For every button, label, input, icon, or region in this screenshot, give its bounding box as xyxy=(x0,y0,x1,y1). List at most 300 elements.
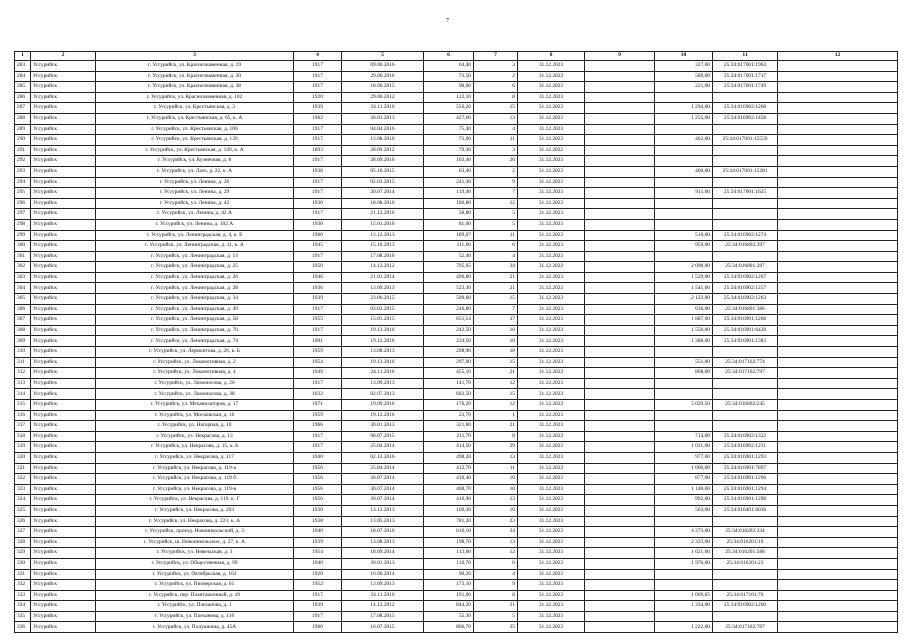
address-cell: г. Уссурийск, ул. Ленинградская, д. 25 xyxy=(96,262,294,273)
address-cell: г. Уссурийск, ул. Лермонтова, д. 26, к. Б xyxy=(96,347,294,358)
count-cell: 9 xyxy=(474,580,518,591)
row-number: 308 xyxy=(15,325,31,336)
row-number: 298 xyxy=(15,219,31,230)
table-row xyxy=(15,505,898,516)
area-cell: 109,30 xyxy=(424,505,474,516)
col12-cell xyxy=(778,304,898,315)
cadastral-number-cell: 25:34:016901:1296 xyxy=(713,474,778,485)
land-area-cell: 2 098,00 xyxy=(655,262,713,273)
land-area-cell: 462,00 xyxy=(655,135,713,146)
address-cell: г. Уссурийск, ул. Ленинградская, д. 28 xyxy=(96,283,294,294)
row-number: 299 xyxy=(15,230,31,241)
column-header: 12 xyxy=(778,52,898,61)
row-number: 325 xyxy=(15,505,31,516)
deadline-cell: 31.12.2023 xyxy=(518,124,585,135)
city-cell: Уссурийск xyxy=(31,283,96,294)
cadastral-number-cell xyxy=(713,92,778,103)
date-cell: 29.06.2016 xyxy=(342,71,424,82)
table-row xyxy=(15,294,898,305)
land-area-cell: 1 541,00 xyxy=(655,283,713,294)
table-row xyxy=(15,145,898,156)
col9-cell xyxy=(585,336,655,347)
cadastral-number-cell: 25:34:016802:245 xyxy=(713,400,778,411)
cadastral-number-cell xyxy=(713,378,778,389)
count-cell: 10 xyxy=(474,505,518,516)
area-cell: 455,10 xyxy=(424,368,474,379)
area-cell: 55,30 xyxy=(424,611,474,622)
year-cell: 1920 xyxy=(294,92,342,103)
year-cell: 1956 xyxy=(294,474,342,485)
land-area-cell: 1 069,65 xyxy=(655,590,713,601)
table-row xyxy=(15,368,898,379)
row-number: 330 xyxy=(15,558,31,569)
city-cell: Уссурийск xyxy=(31,389,96,400)
table-row xyxy=(15,230,898,241)
land-area-cell: 1 887,00 xyxy=(655,315,713,326)
col12-cell xyxy=(778,569,898,580)
count-cell: 15 xyxy=(474,294,518,305)
year-cell: 1956 xyxy=(294,484,342,495)
city-cell: Уссурийск xyxy=(31,421,96,432)
row-number: 334 xyxy=(15,601,31,612)
address-cell: г. Уссурийск, ул. Невельская, д. 3 xyxy=(96,548,294,559)
city-cell: Уссурийск xyxy=(31,124,96,135)
cadastral-number-cell: 25:34:016801:386 xyxy=(713,304,778,315)
col9-cell xyxy=(585,421,655,432)
date-cell: 25.04.2014 xyxy=(342,442,424,453)
address-cell: г. Уссурийск, ул. Плеханова, д. 1 xyxy=(96,601,294,612)
city-cell: Уссурийск xyxy=(31,198,96,209)
address-cell: г. Уссурийск, пер. Планташонный, д. 10 xyxy=(96,590,294,601)
city-cell: Уссурийск xyxy=(31,516,96,527)
table-row xyxy=(15,474,898,485)
land-area-cell: 1 255,00 xyxy=(655,113,713,124)
year-cell: 1956 xyxy=(294,463,342,474)
deadline-cell: 31.12.2023 xyxy=(518,304,585,315)
register-table xyxy=(14,51,898,633)
date-cell: 30.01.2013 xyxy=(342,113,424,124)
col9-cell xyxy=(585,198,655,209)
table-row xyxy=(15,124,898,135)
count-cell: 13 xyxy=(474,495,518,506)
col9-cell xyxy=(585,251,655,262)
count-cell: 26 xyxy=(474,156,518,167)
land-area-cell xyxy=(655,219,713,230)
address-cell: г. Уссурийск, ул. Ломоносова, д. 20 xyxy=(96,378,294,389)
date-cell: 13.08.2013 xyxy=(342,347,424,358)
col9-cell xyxy=(585,400,655,411)
col9-cell xyxy=(585,272,655,283)
header-row xyxy=(15,52,898,61)
date-cell: 24.11.2016 xyxy=(342,103,424,114)
count-cell: 3 xyxy=(474,61,518,72)
col12-cell xyxy=(778,230,898,241)
cadastral-number-cell: 25:34:016301:23 xyxy=(713,558,778,569)
deadline-cell: 31.12.2023 xyxy=(518,113,585,124)
date-cell: 02.03.2015 xyxy=(342,177,424,188)
col9-cell xyxy=(585,484,655,495)
column-header: 8 xyxy=(518,52,585,61)
area-cell: 242,50 xyxy=(424,325,474,336)
date-cell: 14.12.2012 xyxy=(342,262,424,273)
column-header: 7 xyxy=(474,52,518,61)
row-number: 331 xyxy=(15,569,31,580)
year-cell: 1920 xyxy=(294,569,342,580)
land-area-cell: 1 550,00 xyxy=(655,325,713,336)
area-cell: 211,70 xyxy=(424,431,474,442)
cadastral-number-cell xyxy=(713,145,778,156)
deadline-cell: 31.12.2023 xyxy=(518,209,585,220)
land-area-cell xyxy=(655,209,713,220)
land-area-cell xyxy=(655,410,713,421)
area-cell: 297,00 xyxy=(424,357,474,368)
land-area-cell xyxy=(655,145,713,156)
col9-cell xyxy=(585,61,655,72)
area-cell: 523,30 xyxy=(424,283,474,294)
area-cell: 414,50 xyxy=(424,442,474,453)
deadline-cell: 31.12.2023 xyxy=(518,82,585,93)
row-number: 284 xyxy=(15,71,31,82)
deadline-cell: 31.12.2023 xyxy=(518,251,585,262)
city-cell: Уссурийск xyxy=(31,580,96,591)
col12-cell xyxy=(778,622,898,633)
date-cell: 15.01.2015 xyxy=(342,315,424,326)
col9-cell xyxy=(585,177,655,188)
address-cell: г. Уссурийск, проезд. Новоникольский, д. 3 xyxy=(96,527,294,538)
deadline-cell: 31.12.2023 xyxy=(518,219,585,230)
city-cell: Уссурийск xyxy=(31,336,96,347)
deadline-cell: 31.12.2023 xyxy=(518,368,585,379)
area-cell: 141,70 xyxy=(424,378,474,389)
deadline-cell: 31.12.2022 xyxy=(518,262,585,273)
area-cell: 122,10 xyxy=(424,92,474,103)
address-cell: г. Уссурийск, ул. Локомотивная, д. 2 xyxy=(96,357,294,368)
address-cell: г. Уссурийск, ул. Ленина, д. 26 xyxy=(96,177,294,188)
count-cell: 12 xyxy=(474,400,518,411)
area-cell: 113,60 xyxy=(424,548,474,559)
cadastral-number-cell xyxy=(713,219,778,230)
row-number: 291 xyxy=(15,145,31,156)
row-number: 305 xyxy=(15,294,31,305)
area-cell: 844,20 xyxy=(424,601,474,612)
city-cell: Уссурийск xyxy=(31,378,96,389)
col12-cell xyxy=(778,368,898,379)
column-header: 1 xyxy=(15,52,31,61)
address-cell: г. Уссурийск, ул. Ленинградская, д. 34 xyxy=(96,294,294,305)
land-area-cell xyxy=(655,177,713,188)
row-number: 327 xyxy=(15,527,31,538)
column-header: 6 xyxy=(424,52,474,61)
address-cell: г. Уссурийск, ул. Ленинградская, д. 74 xyxy=(96,336,294,347)
city-cell: Уссурийск xyxy=(31,113,96,124)
city-cell: Уссурийск xyxy=(31,569,96,580)
year-cell: 1936 xyxy=(294,283,342,294)
address-cell: г. Уссурийск, ул. Плеханова, д. 116 xyxy=(96,611,294,622)
col9-cell xyxy=(585,452,655,463)
address-cell: г. Уссурийск, ул. Ленинградская, д. 26 xyxy=(96,272,294,283)
count-cell: 18 xyxy=(474,347,518,358)
row-number: 335 xyxy=(15,611,31,622)
col9-cell xyxy=(585,209,655,220)
col9-cell xyxy=(585,580,655,591)
col12-cell xyxy=(778,474,898,485)
date-cell: 19.12.2016 xyxy=(342,357,424,368)
area-cell: 58,80 xyxy=(424,209,474,220)
row-number: 316 xyxy=(15,410,31,421)
city-cell: Уссурийск xyxy=(31,347,96,358)
address-cell: г. Уссурийск, ул. Московская, д. 16 xyxy=(96,410,294,421)
address-cell: г. Уссурийск, ул. Лазо, д. 22, к. А xyxy=(96,166,294,177)
count-cell: 21 xyxy=(474,421,518,432)
col12-cell xyxy=(778,315,898,326)
city-cell: Уссурийск xyxy=(31,527,96,538)
area-cell: 208,90 xyxy=(424,347,474,358)
count-cell: 31 xyxy=(474,601,518,612)
col12-cell xyxy=(778,601,898,612)
deadline-cell: 31.12.2023 xyxy=(518,590,585,601)
cadastral-number-cell: 25:34:016901:1293 xyxy=(713,452,778,463)
land-area-cell: 327,00 xyxy=(655,61,713,72)
row-number: 319 xyxy=(15,442,31,453)
area-cell: 321,80 xyxy=(424,421,474,432)
deadline-cell: 31.12.2023 xyxy=(518,92,585,103)
col12-cell xyxy=(778,251,898,262)
count-cell: 5 xyxy=(474,219,518,230)
area-cell: 198,70 xyxy=(424,537,474,548)
area-cell: 556,20 xyxy=(424,103,474,114)
land-area-cell: 589,00 xyxy=(655,71,713,82)
year-cell: 1901 xyxy=(294,336,342,347)
year-cell: 1917 xyxy=(294,61,342,72)
city-cell: Уссурийск xyxy=(31,294,96,305)
address-cell: г. Уссурийск, ул. Локомотивная, д. 4 xyxy=(96,368,294,379)
table-row xyxy=(15,590,898,601)
column-header: 4 xyxy=(294,52,342,61)
area-cell: 110,70 xyxy=(424,558,474,569)
area-cell: 806,70 xyxy=(424,622,474,633)
row-number: 294 xyxy=(15,177,31,188)
col12-cell xyxy=(778,389,898,400)
year-cell: 1940 xyxy=(294,527,342,538)
cadastral-number-cell: 25:34:016201:588 xyxy=(713,548,778,559)
area-cell: 616,10 xyxy=(424,527,474,538)
col12-cell xyxy=(778,463,898,474)
cadastral-number-cell: 25:34:017001:1625 xyxy=(713,188,778,199)
column-header: 10 xyxy=(655,52,713,61)
col12-cell xyxy=(778,71,898,82)
row-number: 287 xyxy=(15,103,31,114)
address-cell: г. Уссурийск, ул. Некрасова, д. 119, к. Г xyxy=(96,495,294,506)
year-cell: 1940 xyxy=(294,452,342,463)
address-cell: г. Уссурийск, ул. Ленинградская, д. 13 xyxy=(96,251,294,262)
land-area-cell xyxy=(655,611,713,622)
count-cell: 11 xyxy=(474,135,518,146)
land-area-cell: 1 148,00 xyxy=(655,484,713,495)
land-area-cell xyxy=(655,580,713,591)
row-number: 290 xyxy=(15,135,31,146)
address-cell: г. Уссурийск, ул. Крестьянская, д. 3 xyxy=(96,103,294,114)
deadline-cell: 31.12.2023 xyxy=(518,537,585,548)
land-area-cell: 911,00 xyxy=(655,188,713,199)
row-number: 285 xyxy=(15,82,31,93)
col9-cell xyxy=(585,537,655,548)
count-cell: 13 xyxy=(474,452,518,463)
city-cell: Уссурийск xyxy=(31,558,96,569)
col12-cell xyxy=(778,336,898,347)
column-header: 9 xyxy=(585,52,655,61)
column-header: 5 xyxy=(342,52,424,61)
col12-cell xyxy=(778,113,898,124)
land-area-cell: 221,00 xyxy=(655,82,713,93)
table-row xyxy=(15,569,898,580)
cadastral-number-cell: 25:34:017102:797 xyxy=(713,368,778,379)
row-number: 310 xyxy=(15,347,31,358)
date-cell: 23.06.2015 xyxy=(342,294,424,305)
col9-cell xyxy=(585,283,655,294)
area-cell: 410,40 xyxy=(424,474,474,485)
table-row xyxy=(15,166,898,177)
deadline-cell: 31.12.2023 xyxy=(518,558,585,569)
col12-cell xyxy=(778,135,898,146)
col9-cell xyxy=(585,124,655,135)
city-cell: Уссурийск xyxy=(31,601,96,612)
land-area-cell xyxy=(655,124,713,135)
col12-cell xyxy=(778,527,898,538)
land-area-cell: 5 029,50 xyxy=(655,400,713,411)
area-cell: 176,20 xyxy=(424,400,474,411)
city-cell: Уссурийск xyxy=(31,368,96,379)
city-cell: Уссурийск xyxy=(31,304,96,315)
year-cell: 1939 xyxy=(294,294,342,305)
area-cell: 52,40 xyxy=(424,251,474,262)
year-cell: 1917 xyxy=(294,442,342,453)
deadline-cell: 31.12.2023 xyxy=(518,71,585,82)
count-cell: 5 xyxy=(474,209,518,220)
city-cell: Уссурийск xyxy=(31,548,96,559)
table-row xyxy=(15,537,898,548)
year-cell: 1939 xyxy=(294,601,342,612)
year-cell: 1917 xyxy=(294,82,342,93)
city-cell: Уссурийск xyxy=(31,272,96,283)
year-cell: 1917 xyxy=(294,251,342,262)
deadline-cell: 31.12.2023 xyxy=(518,103,585,114)
col9-cell xyxy=(585,474,655,485)
date-cell: 17.08.2016 xyxy=(342,251,424,262)
year-cell: 1917 xyxy=(294,304,342,315)
row-number: 329 xyxy=(15,548,31,559)
year-cell: 1939 xyxy=(294,537,342,548)
year-cell: 1930 xyxy=(294,198,342,209)
row-number: 333 xyxy=(15,590,31,601)
deadline-cell: 31.12.2023 xyxy=(518,378,585,389)
table-row xyxy=(15,601,898,612)
col12-cell xyxy=(778,495,898,506)
date-cell: 13.09.2013 xyxy=(342,283,424,294)
cadastral-number-cell: 25:34:016901:1294 xyxy=(713,484,778,495)
year-cell: 1954 xyxy=(294,548,342,559)
date-cell: 13.08.2016 xyxy=(342,135,424,146)
deadline-cell: 31.12.2023 xyxy=(518,347,585,358)
year-cell: 1917 xyxy=(294,611,342,622)
date-cell: 30.01.2013 xyxy=(342,558,424,569)
land-area-cell: 1 031,00 xyxy=(655,442,713,453)
deadline-cell: 31.12.2023 xyxy=(518,230,585,241)
table-row xyxy=(15,283,898,294)
date-cell: 28.09.2012 xyxy=(342,145,424,156)
col12-cell xyxy=(778,145,898,156)
address-cell: г. Уссурийск, ул. Механизаторов, д. 17 xyxy=(96,400,294,411)
land-area-cell: 977,00 xyxy=(655,452,713,463)
table-row xyxy=(15,304,898,315)
area-cell: 795,65 xyxy=(424,262,474,273)
city-cell: Уссурийск xyxy=(31,209,96,220)
land-area-cell: 1 529,00 xyxy=(655,272,713,283)
cadastral-number-cell: 25:34:017001:1963 xyxy=(713,61,778,72)
date-cell: 04.04.2016 xyxy=(342,124,424,135)
address-cell: г. Уссурийск, ул. Ленинградская, д. 58 xyxy=(96,315,294,326)
land-area-cell: 636,00 xyxy=(655,304,713,315)
city-cell: Уссурийск xyxy=(31,103,96,114)
col9-cell xyxy=(585,569,655,580)
table-row xyxy=(15,580,898,591)
date-cell: 13.05.2013 xyxy=(342,516,424,527)
deadline-cell: 31.12.2023 xyxy=(518,61,585,72)
deadline-cell: 31.12.2023 xyxy=(518,569,585,580)
cadastral-number-cell: 25:34:016801:287 xyxy=(713,262,778,273)
col9-cell xyxy=(585,590,655,601)
col9-cell xyxy=(585,357,655,368)
year-cell: 1917 xyxy=(294,71,342,82)
row-number: 304 xyxy=(15,283,31,294)
row-number: 320 xyxy=(15,452,31,463)
cadastral-number-cell: 25:34:016902:1231 xyxy=(713,442,778,453)
col12-cell xyxy=(778,431,898,442)
city-cell: Уссурийск xyxy=(31,400,96,411)
area-cell: 79,30 xyxy=(424,145,474,156)
col9-cell xyxy=(585,315,655,326)
col12-cell xyxy=(778,272,898,283)
cadastral-number-cell xyxy=(713,516,778,527)
date-cell: 20.07.2014 xyxy=(342,188,424,199)
table-row xyxy=(15,421,898,432)
city-cell: Уссурийск xyxy=(31,177,96,188)
table-row xyxy=(15,611,898,622)
cadastral-number-cell: 25:34:017102:774 xyxy=(713,357,778,368)
area-cell: 408,70 xyxy=(424,484,474,495)
city-cell: Уссурийск xyxy=(31,315,96,326)
address-cell: г. Уссурийск, ул. Краснознаменная, д. 102 xyxy=(96,92,294,103)
land-area-cell xyxy=(655,347,713,358)
year-cell: 1971 xyxy=(294,400,342,411)
row-number: 324 xyxy=(15,495,31,506)
col9-cell xyxy=(585,262,655,273)
count-cell: 15 xyxy=(474,389,518,400)
date-cell: 02.12.2016 xyxy=(342,452,424,463)
address-cell: г. Уссурийск, ул. Ленина, д. 102 А xyxy=(96,219,294,230)
col12-cell xyxy=(778,124,898,135)
row-number: 283 xyxy=(15,61,31,72)
col9-cell xyxy=(585,156,655,167)
col9-cell xyxy=(585,527,655,538)
land-area-cell: 959,00 xyxy=(655,241,713,252)
col12-cell xyxy=(778,442,898,453)
cadastral-number-cell xyxy=(713,198,778,209)
count-cell: 12 xyxy=(474,198,518,209)
count-cell: 6 xyxy=(474,82,518,93)
cadastral-number-cell: 25:34:016902:1260 xyxy=(713,601,778,612)
col9-cell xyxy=(585,145,655,156)
city-cell: Уссурийск xyxy=(31,622,96,633)
